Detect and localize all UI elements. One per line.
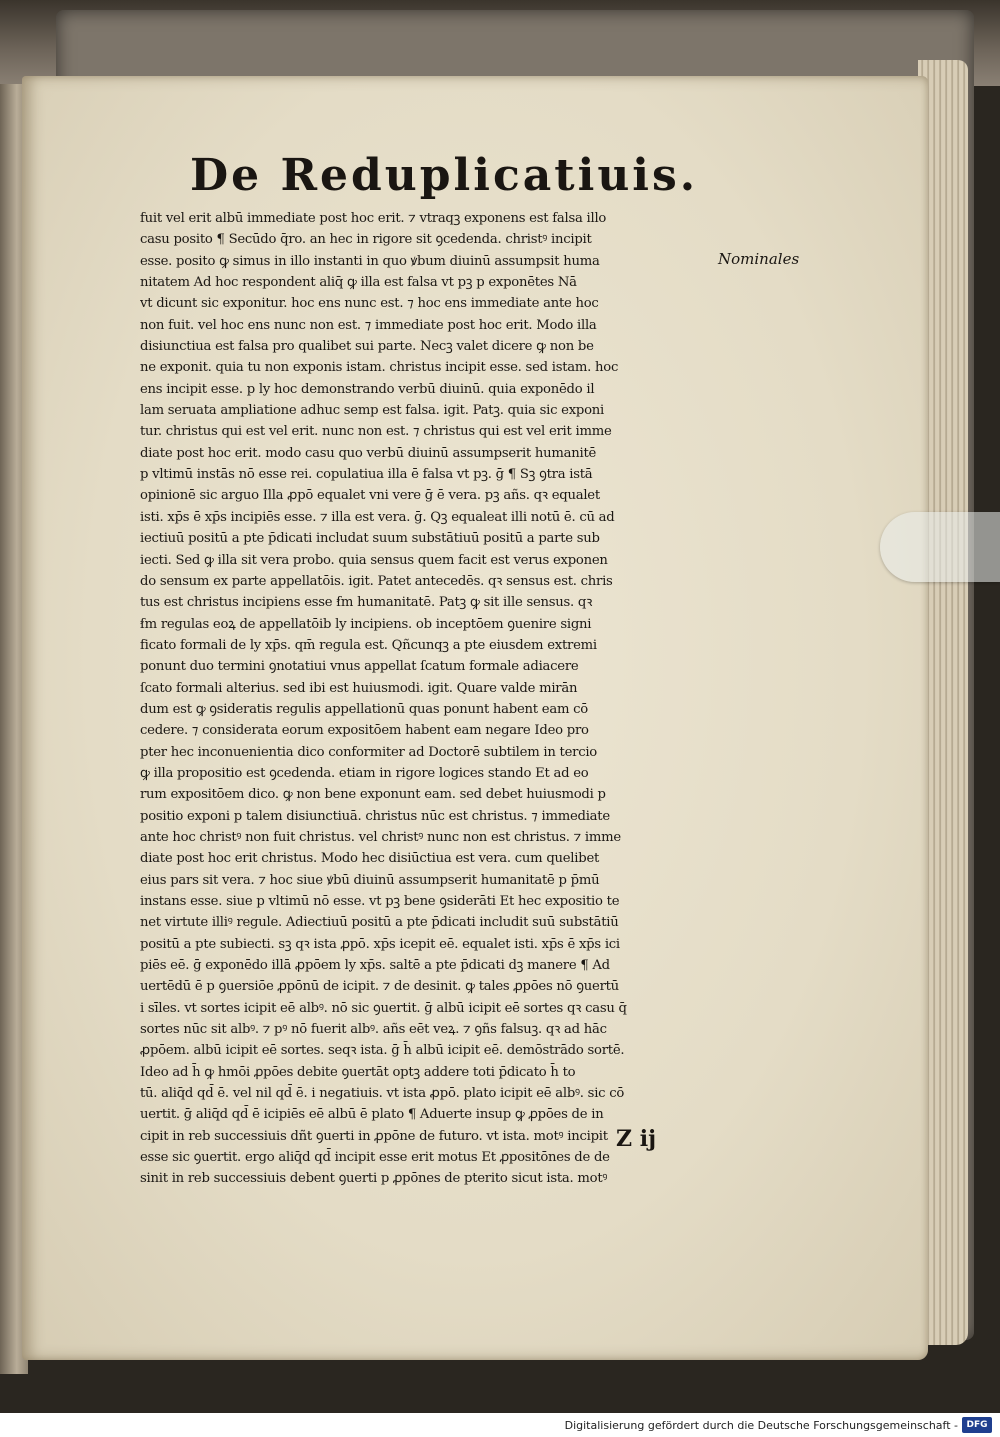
- text-line: eius pars sit vera. ⁊ hoc siue ꝟbū diuinū assumpserit humanitatē p p̄mū: [140, 872, 600, 888]
- text-line: ꝙ illa propositio est ꝯcedenda. etiam in rigore logices stando Et ad eo: [140, 765, 589, 781]
- text-line: piēs eē. ḡ exponēdo illā ꝓpōem ly xp̄s. saltē a pte p̄dicati dꝫ manere ¶ Ad: [140, 958, 610, 974]
- text-line: positū a pte subiecti. sꝫ qꝛ ista ꝓpō. xp̄s icepit eē. equalet isti. xp̄s ē xp̄s ici: [140, 936, 620, 952]
- text-line: cedere. ⁊ considerata eorum expositōem habent eam negare Ideo pro: [140, 723, 589, 739]
- text-line: isti. xp̄s ē xp̄s incipiēs esse. ⁊ illa est vera. ḡ. Qꝫ equaleat illi notū ē. cū ad: [140, 509, 615, 525]
- text-line: tū. aliq̄d qd̄ ē. vel nil qd̄ ē. i negatiuis. vt ista ꝓpō. plato icipit eē albꝰ. sic cō: [140, 1086, 625, 1102]
- text-line: ponunt duo termini ꝯnotatiui vnus appellat ſcatum formale adiacere: [140, 659, 579, 675]
- text-line: lam seruata ampliatione adhuc semp est falsa. igit. Patꝫ. quia sic exponi: [140, 403, 605, 419]
- text-line: iecti. Sed ꝙ illa sit vera probo. quia sensus quem facit est verus exponen: [140, 552, 608, 568]
- text-line: tus est christus incipiens esse ẜm humanitatē. Patꝫ ꝙ sit ille sensus. qꝛ: [140, 595, 593, 611]
- text-line: p vltimū instās nō esse rei. copulatiua illa ē falsa vt pꝫ. ḡ ¶ Sꝫ ꝯtra istā: [140, 467, 593, 483]
- footer-credit: Digitalisierung gefördert durch die Deutsche Forschungsgemeinschaft -: [564, 1419, 958, 1432]
- text-line: iectiuū positū a pte p̄dicati includat suum substātiuū positū a parte sub: [140, 531, 600, 547]
- text-line: instans esse. siue p vltimū nō esse. vt pꝫ bene ꝯsiderāti Et hec expositio te: [140, 894, 620, 909]
- text-line: casu posito ¶ Secūdo q̄ro. an hec in rigore sit ꝯcedenda. christꝰ incipit: [140, 232, 592, 248]
- text-line: fuit vel erit albū immediate post hoc erit. ⁊ vtraqꝫ exponens est falsa illo: [140, 211, 607, 226]
- text-line: uertēdū ē p ꝯuersiōe ꝓpōnū de icipit. ⁊ de desinit. ꝙ tales ꝓpōes nō ꝯuertū: [140, 979, 619, 995]
- text-line: ſcato formali alterius. sed ibi est huiusmodi. igit. Quare valde mirān: [140, 680, 578, 696]
- text-line: ens incipit esse. p ly hoc demonstrando verbū diuinū. quia exponēdo il: [140, 381, 595, 397]
- running-head-text: De Reduplicatiuis.: [190, 150, 699, 201]
- text-line: uertit. ḡ aliq̄d qd̄ ē icipiēs eē albū ē plato ¶ Aduerte insup ꝙ ꝓpōes de in: [140, 1107, 604, 1123]
- text-line: Ideo ad h̄ ꝙ hmōi ꝓpōes debite ꝯuertāt optꝫ addere toti p̄dicato h̄ to: [140, 1064, 576, 1080]
- text-line: rum expositōem dico. ꝙ non bene exponunt eam. sed debet huiusmodi p: [140, 787, 606, 803]
- text-line: sinit in reb successiuis debent ꝯuerti p ꝓpōnes de pterito sicut ista. motꝰ: [140, 1171, 608, 1187]
- text-line: do sensum ex parte appellatōis. igit. Patet antecedēs. qꝛ sensus est. chris: [140, 573, 613, 589]
- text-line: tur. christus qui est vel erit. nunc non est. ⁊ christus qui est vel erit imme: [140, 424, 612, 440]
- text-line: dum est ꝙ ꝯsideratis regulis appellationū quas ponunt habent eam cō: [140, 701, 588, 717]
- text-line: opinionē sic arguo Illa ꝓpō equalet vni vere ḡ ē vera. pꝫ añs. qꝛ equalet: [140, 488, 600, 504]
- text-line: net virtute illiꝰ regule. Adiectiuū positū a pte p̄dicati includit suū substātiū: [140, 915, 619, 931]
- text-line: pter hec inconuenientia dico conformiter ad Doctorē subtilem in tercio: [140, 744, 597, 760]
- margin-note: Nominales: [718, 250, 800, 268]
- text-line: esse. posito ꝙ simus in illo instanti in quo ꝟbum diuinū assumpsit huma: [140, 253, 600, 269]
- signature-mark: Z ij: [616, 1126, 657, 1152]
- text-line: sortes nūc sit albꝰ. ⁊ pꝰ nō fuerit albꝰ. añs eēt veꝝ. ⁊ ꝯñs falsuꝫ. qꝛ ad hāc: [140, 1022, 607, 1038]
- text-line: ne exponit. quia tu non exponis istam. christus incipit esse. sed istam. hoc: [140, 360, 619, 376]
- text-line: esse sic ꝯuertit. ergo aliq̄d qd̄ incipit esse erit motus Et ꝓpositōnes de de: [140, 1150, 610, 1166]
- bookmark-clip: [880, 512, 1000, 582]
- dfg-logo: DFG: [962, 1417, 992, 1433]
- text-line: disiunctiua est falsa pro qualibet sui parte. Necꝫ valet dicere ꝙ non be: [140, 339, 594, 355]
- text-line: i sīles. vt sortes icipit eē albꝰ. nō sic ꝯuertit. ḡ albū icipit eē sortes qꝛ casu q̄: [140, 1000, 627, 1016]
- running-head: [190, 150, 699, 210]
- text-line: ficato formali de ly xp̄s. qm̄ regula est. Qñcunqꝫ a pte eiusdem extremi: [140, 637, 597, 653]
- text-line: vt dicunt sic exponitur. hoc ens nunc est. ⁊ hoc ens immediate ante hoc: [140, 296, 599, 312]
- text-line: nitatem Ad hoc respondent aliq̄ ꝙ illa est falsa vt pꝫ p exponētes Nā: [140, 275, 577, 291]
- text-line: ꝓpōem. albū icipit eē sortes. seqꝛ ista. ḡ h̄ albū icipit eē. demōstrādo sortē.: [140, 1043, 625, 1059]
- text-line: non fuit. vel hoc ens nunc non est. ⁊ immediate post hoc erit. Modo illa: [140, 317, 597, 333]
- text-line: diate post hoc erit. modo casu quo verbū diuinū assumpserit humanitē: [140, 445, 597, 461]
- text-line: ante hoc christꝰ non fuit christus. vel christꝰ nunc non est christus. ⁊ imme: [140, 829, 621, 845]
- text-line: cipit in reb successiuis dñt ꝯuerti in ꝓpōne de futuro. vt ista. motꝰ incipit: [140, 1128, 608, 1144]
- text-line: ẜm regulas eoꝝ de appellatōib ly incipiens. ob inceptōem ꝯuenire signi: [140, 616, 592, 632]
- text-line: diate post hoc erit christus. Modo hec disiūctiua est vera. cum quelibet: [140, 851, 600, 867]
- text-line: positio exponi p talem disiunctiuā. christus nūc est christus. ⁊ immediate: [140, 808, 610, 824]
